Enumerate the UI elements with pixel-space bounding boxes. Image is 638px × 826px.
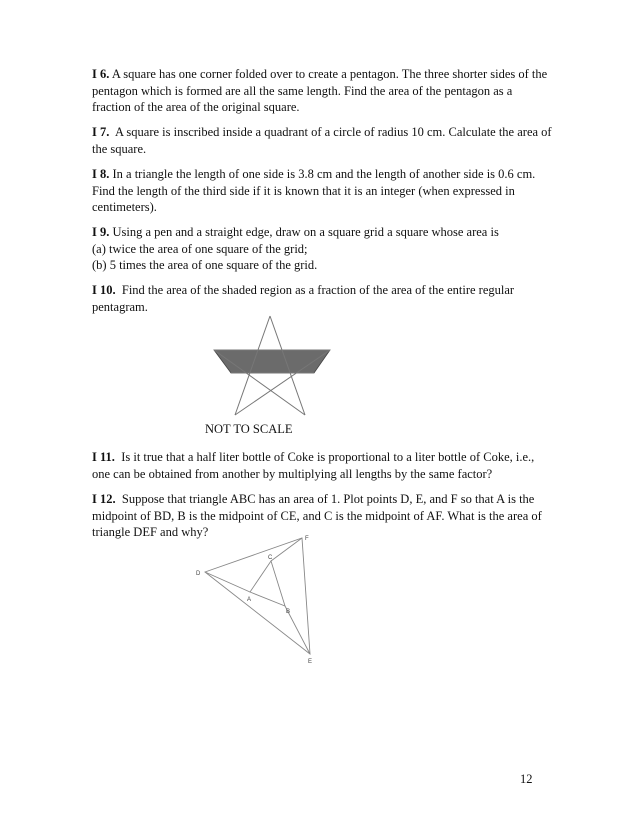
triangle-abc bbox=[250, 561, 285, 606]
problem-i8 bbox=[92, 166, 552, 216]
problem-label: I 8. bbox=[92, 167, 110, 181]
segment-ad bbox=[205, 572, 250, 592]
problem-label: I 7. bbox=[92, 125, 110, 139]
triangle-def bbox=[205, 538, 310, 654]
problem-part-b: (b) 5 times the area of one square of the grid. bbox=[92, 258, 318, 272]
problem-text: Using a pen and a straight edge, draw on a square grid a square whose area is bbox=[112, 225, 499, 239]
pentagram-shaded-region bbox=[214, 350, 330, 373]
label-d: D bbox=[196, 571, 201, 577]
problem-label: I 9. bbox=[92, 225, 110, 239]
problem-text: A square is inscribed inside a quadrant of a circle of radius 10 cm. Calculate the area of the square. bbox=[92, 125, 552, 156]
page-number: 12 bbox=[520, 772, 533, 786]
label-e: E bbox=[308, 659, 313, 665]
problem-label: I 6. bbox=[92, 67, 110, 81]
figure-caption: NOT TO SCALE bbox=[205, 422, 293, 436]
label-f: F bbox=[305, 536, 309, 542]
problem-i9 bbox=[92, 224, 552, 274]
pentagram-lines bbox=[214, 316, 330, 415]
segment-be bbox=[285, 606, 310, 654]
problem-text: Suppose that triangle ABC has an area of 1. Plot points D, E, and F so that A is the midpoint of BD, B is the midpoint of CE, and C is the midpoint of AF. What is the area of triangle DEF and why? bbox=[92, 492, 542, 539]
problem-i11 bbox=[92, 449, 552, 482]
label-a: A bbox=[247, 597, 252, 603]
problem-label: I 11. bbox=[92, 450, 115, 464]
problem-part-a: (a) twice the area of one square of the grid; bbox=[92, 241, 308, 256]
problem-text: Is it true that a half liter bottle of Coke is proportional to a liter bottle of Coke, i.e., one can be obtained from another by multiplying all lengths by the same factor? bbox=[92, 450, 535, 481]
problem-text: In a triangle the length of one side is 3.8 cm and the length of another side is 0.6 cm. Find the length of the third side if it is known that it is an integer (when expressed in centimeters). bbox=[92, 167, 536, 214]
problem-label: I 12. bbox=[92, 492, 116, 506]
label-c: C bbox=[268, 555, 273, 561]
problem-text: A square has one corner folded over to create a pentagon. The three shorter sides of the pentagon which is formed are all the same length. Find the area of the pentagon as a fraction of the area of the original square. bbox=[92, 67, 548, 114]
label-b: B bbox=[286, 609, 291, 615]
problem-i12 bbox=[92, 491, 552, 541]
problem-text: Find the area of the shaded region as a fraction of the area of the entire regular pentagram. bbox=[92, 283, 515, 314]
problem-i10 bbox=[92, 282, 552, 315]
segment-cf bbox=[271, 538, 302, 561]
problem-label: I 10. bbox=[92, 283, 116, 297]
problem-i6 bbox=[92, 66, 552, 116]
problem-i7 bbox=[92, 124, 552, 157]
